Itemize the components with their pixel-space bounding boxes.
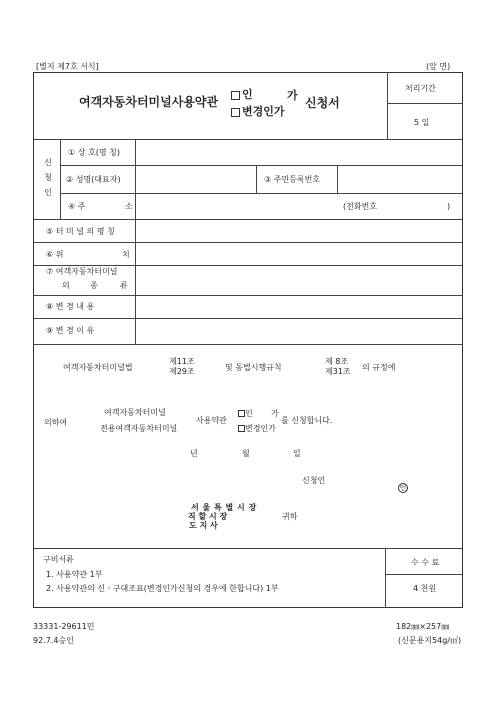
- phone-close: ): [447, 202, 451, 211]
- body-option-approval: 인: [238, 409, 253, 418]
- per-provision-text: 의 규정에: [362, 363, 396, 372]
- body-approval-checkbox[interactable]: [238, 410, 245, 417]
- address-label-part2: 소: [125, 202, 133, 211]
- required-doc-1: 1. 사용약관 1부: [46, 570, 103, 579]
- applicant-group-label: 신 청 인: [44, 158, 52, 198]
- change-content-field[interactable]: [137, 297, 461, 317]
- applicant-signature-label: 신청인: [302, 476, 326, 485]
- apply-text: 를 신청합니다.: [281, 416, 333, 425]
- law-name: 여객자동차터미널법: [63, 363, 133, 372]
- title-option-change: 변경인가: [231, 106, 285, 119]
- fee-value: 4 천원: [413, 584, 437, 593]
- required-doc-2: 2. 사용약관의 신ㆍ구대조표(변경인가신청의 경우에 한합니다) 1부: [46, 584, 279, 593]
- change-content-label: ⑧ 변 경 내 용: [46, 302, 95, 311]
- resident-number-field[interactable]: [339, 167, 461, 191]
- kind-terminal: 여객자동차터미널: [104, 408, 166, 417]
- page-side-label: (앞 면): [426, 62, 451, 71]
- form-code: 33331-29611민: [33, 622, 95, 631]
- governor-province: 도 지 사: [189, 521, 218, 530]
- body-option-approval-suffix: 가: [271, 409, 279, 418]
- change-approval-checkbox[interactable]: [231, 108, 240, 117]
- form-number: [별지 제7호 서식]: [36, 62, 99, 71]
- month-label: 월: [242, 449, 250, 458]
- terminal-type-field[interactable]: [137, 267, 461, 294]
- approval-checkbox[interactable]: [231, 91, 240, 100]
- processing-period-value: 5 일: [414, 118, 430, 127]
- address-field[interactable]: [137, 195, 461, 217]
- article-11: 제11조: [169, 357, 195, 366]
- form-title-suffix: 신청서: [305, 96, 340, 110]
- kind-dedicated-terminal: 전용여객자동차터미널: [100, 424, 178, 433]
- phone-label: (전화번호: [343, 202, 378, 211]
- enforcement-rule: 및 동법시행규칙: [225, 363, 282, 372]
- terminal-type-label-part3: 종: [90, 281, 98, 290]
- title-option-approval: 인: [231, 89, 253, 102]
- required-docs-label: 구비서류: [43, 555, 74, 564]
- terms-text: 사용약관: [196, 416, 227, 425]
- by-text: 의하여: [44, 418, 68, 427]
- seal-mark[interactable]: 인: [399, 484, 407, 492]
- processing-period-label: 처리기간: [405, 84, 436, 93]
- article-8: 제 8조: [325, 357, 349, 366]
- approval-date: 92.7.4승인: [33, 636, 74, 645]
- terminal-name-field[interactable]: [137, 221, 461, 241]
- resident-number-label: ③ 주민등록번호: [264, 175, 321, 184]
- terminal-type-label-part4: 류: [120, 281, 128, 290]
- addressee-honorific: 귀하: [282, 512, 298, 521]
- location-label-part2: 치: [122, 250, 130, 259]
- year-label: 년: [190, 449, 198, 458]
- paper-type: (신문용지54g/㎡): [398, 636, 462, 645]
- governor-seoul: 서 울 특 별 시 장: [191, 503, 257, 512]
- change-reason-field[interactable]: [137, 320, 461, 343]
- location-label-part1: ⑥ 위: [46, 250, 64, 259]
- representative-field[interactable]: [137, 167, 254, 191]
- representative-label: ② 성명(대표자): [66, 175, 121, 184]
- change-reason-label: ⑨ 변 경 이 유: [46, 326, 95, 335]
- article-29: 제29조: [169, 367, 195, 376]
- address-label-part1: ④ 주: [68, 202, 86, 211]
- governor-metro-city: 직 할 시 장: [188, 512, 228, 521]
- terminal-name-label: ⑤ 터 미 널 의 명 칭: [46, 227, 115, 236]
- terminal-type-label-part2: 의: [62, 281, 70, 290]
- fee-label: 수 수 료: [411, 558, 440, 567]
- body-change-checkbox[interactable]: [238, 425, 245, 432]
- day-label: 일: [293, 449, 301, 458]
- title-option-approval-suffix: 가: [287, 89, 298, 102]
- company-name-field[interactable]: [137, 141, 461, 163]
- body-option-change: 변경인가: [238, 424, 276, 433]
- paper-size: 182㎜×257㎜: [396, 622, 450, 631]
- article-31: 제31조: [325, 367, 351, 376]
- terminal-type-label-part1: ⑦ 여객자동차터미널: [46, 267, 118, 276]
- location-field[interactable]: [137, 244, 461, 264]
- form-title-prefix: 여객자동차터미널사용약관: [79, 95, 219, 109]
- company-name-label: ① 상 호(명 칭): [68, 148, 120, 157]
